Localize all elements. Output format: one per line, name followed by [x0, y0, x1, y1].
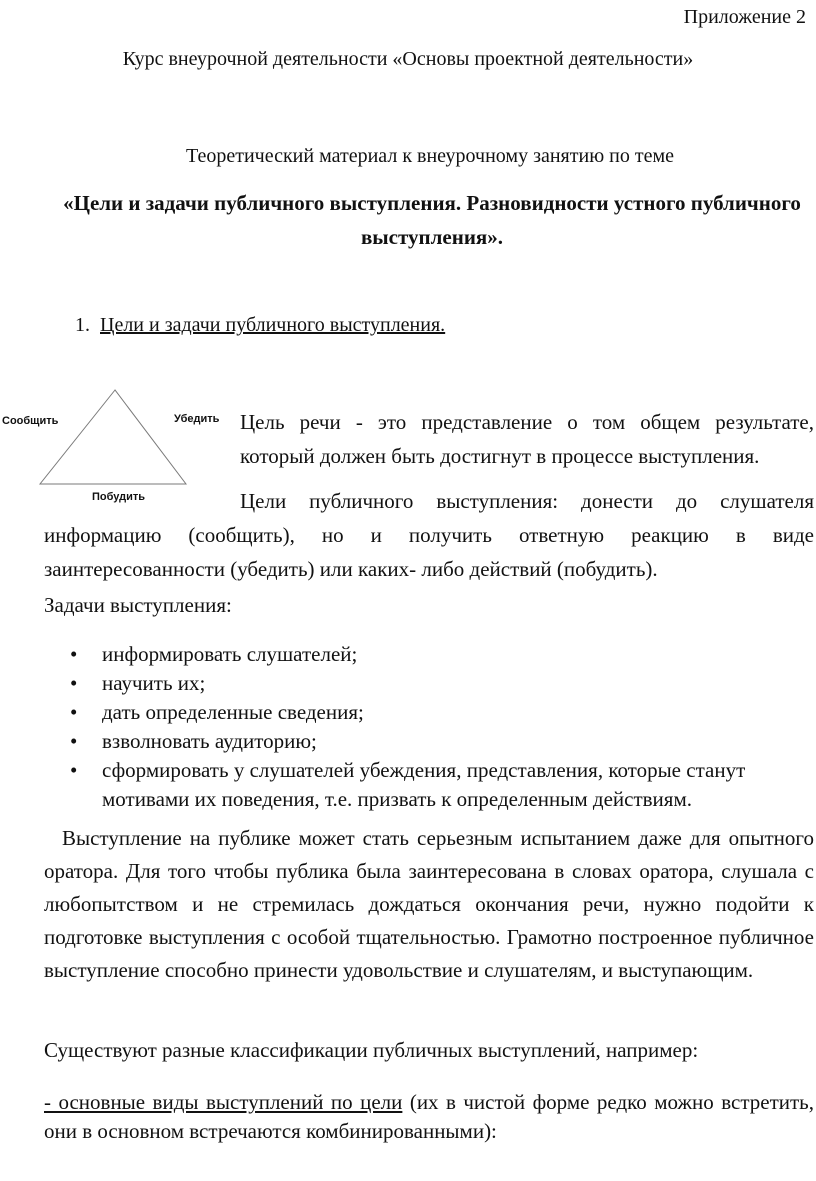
bullet-icon: •: [70, 758, 78, 782]
course-title: Курс внеурочной деятельности «Основы проектной деятельности»: [122, 48, 694, 70]
list-item: • дать определенные сведения;: [44, 698, 816, 727]
list-item: • взволновать аудиторию;: [44, 727, 816, 756]
goals-paragraph: Цели публичного выступления: донести до слушателя информацию (сообщить), но и получить ответную реакцию в виде заинтересованности (убедить) или каких- либо действий (побудить).: [44, 489, 814, 581]
triangle-shape: [40, 390, 186, 484]
tasks-title: Задачи выступления:: [44, 593, 232, 617]
diagram-label-persuade: Убедить: [174, 413, 220, 425]
intro-line: Теоретический материал к внеурочному занятию по теме: [186, 145, 674, 167]
paragraph-types-by-goal: [44, 1088, 814, 1146]
list-item: • научить их;: [44, 669, 816, 698]
types-by-goal-underlined: - основные виды выступлений по цели: [44, 1090, 403, 1114]
bullet-icon: •: [70, 671, 78, 695]
appendix-label: Приложение 2: [683, 6, 806, 28]
goal-definition: Цель речи - это представление о том общем результате, который должен быть достигнут в процессе выступления.: [240, 410, 814, 468]
section-heading: [75, 314, 445, 337]
section-number: 1.: [75, 314, 90, 336]
topic-title: «Цели и задачи публичного выступления. Разновидности устного публичного выступления».: [63, 191, 801, 249]
diagram-label-inform: Сообщить: [2, 415, 59, 427]
tasks-list: [44, 640, 816, 814]
bullet-icon: •: [70, 729, 78, 753]
diagram-label-motivate: Побудить: [92, 491, 146, 503]
bullet-icon: •: [70, 700, 78, 724]
list-item: • сформировать у слушателей убеждения, представления, которые станут мотивами их поведения, т.е. призвать к определенным действиям.: [70, 758, 746, 811]
bullet-icon: •: [70, 642, 78, 666]
list-item: • информировать слушателей;: [44, 640, 816, 669]
types-by-goal-rest: (их в чистой форме редко можно встретить, они в основном встречаются комбинированными):: [44, 1090, 814, 1143]
paragraph-public-speaking: Выступление на публике может стать серьезным испытанием даже для опытного оратора. Для того чтобы публика была заинтересована в словах оратора, слушала с любопытством и не стремилась дождаться окончания речи, нужно подойти к подготовке выступления с особой тщательностью. Грамотно построенное публичное выступление способно принести удовольствие и слушателям, и выступающим.: [44, 826, 814, 982]
paragraph-classifications: Существуют разные классификации публичных выступлений, например:: [44, 1038, 699, 1062]
section-title: Цели и задачи публичного выступления.: [100, 314, 446, 336]
